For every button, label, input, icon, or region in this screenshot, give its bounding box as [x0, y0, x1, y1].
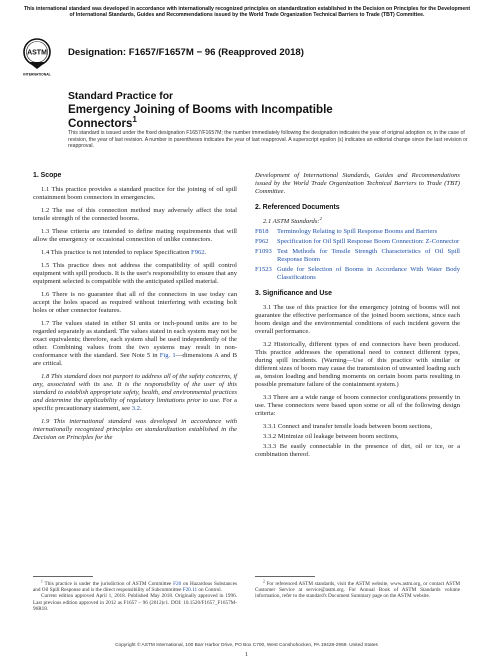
- paragraph-1-1: 1.1 This practice provides a standard practice for the joining of oil spill containment boom connectors in emergencies.: [33, 186, 237, 201]
- standard-code[interactable]: F962: [255, 238, 269, 245]
- link-f20[interactable]: F20: [173, 581, 182, 587]
- paragraph-3-2: 3.2 Historically, different types of end connectors have been produced. This practice addresses the operational need to connect different types, during spill incidents. (Warning—Use of this practice with similar or different sizes of boom may cause the transmission of unwanted loading such as, tension loading and bending moments on certain boom parts resulting in possible premature failure of the containment system.): [255, 341, 460, 388]
- copyright-footer: Copyright © ASTM International, 100 Barr Harbor Drive, PO Box C700, West Conshohocken, PA 19428-2959. United States: [115, 643, 378, 648]
- paragraph-1-2: 1.2 The use of this connection method may adversely affect the total tensile strength of the connected booms.: [33, 207, 237, 222]
- standard-title[interactable]: Specification for Oil Spill Response Boom Connection: Z-Connector: [277, 238, 460, 245]
- issuance-note: This standard is issued under the fixed designation F1657/F1657M; the number immediately following the designation indicates the year of original adoption or, in the case of revision, the year of last revision. A number in parentheses indicates the year of last reapproval. A superscript epsilon (ε) indicates an editorial change since the last revision or reapproval.: [68, 130, 468, 150]
- referenced-standard-item[interactable]: [255, 238, 460, 246]
- referenced-standard-item[interactable]: [255, 266, 460, 282]
- title-line-2: Emergency Joining of Booms with Incompatible: [68, 103, 333, 116]
- section-heading-referenced-documents: 2. Referenced Documents: [255, 204, 340, 211]
- title-line-3: Connectors$^1$: [68, 114, 137, 130]
- paragraph-1-9: 1.9 This international standard was developed in accordance with internationally recognized principles on standardization established in the Decision on Principles for the: [33, 418, 237, 441]
- paragraph-1-9-continued: Development of International Standards, Guides and Recommendations issued by the World Trade Organization Technical Barriers to Trade (TBT) Committee.: [255, 172, 460, 195]
- paragraph-3-3-3: 3.3.3 Be easily connectable in the presence of dirt, oil or ice, or a combination thereof.: [255, 443, 460, 458]
- astm-standards-subheading: 2.1 ASTM Standards:$^2$: [263, 215, 322, 225]
- standard-title[interactable]: Terminology Relating to Spill Response Booms and Barriers: [277, 228, 438, 235]
- footnote-2-block: [255, 576, 460, 600]
- left-column: [33, 172, 237, 447]
- section-heading-significance: 3. Significance and Use: [255, 290, 332, 297]
- paragraph-1-7: 1.7 The values stated in either SI units or inch-pound units are to be regarded separately as standard. The values stated in each system may not be exact equivalents; therefore, each system shall be used independently of the other. Combining values from the two systems may result in non-conformance with the standard. See Note 5 in Fig. 1—dimensions A and B are critical.: [33, 320, 237, 367]
- footnote-2-text: $^2$ For referenced ASTM standards, visit the ASTM website, www.astm.org, or contact ASTM Customer Service at service@astm.org. For Annual Book of ASTM Standards volume information, refer to the standard's Document Summary page on the ASTM website.: [255, 579, 461, 600]
- paragraph-1-4: 1.4 This practice is not intended to replace Specification F962.: [41, 249, 207, 256]
- link-f962[interactable]: F962: [191, 249, 205, 256]
- paragraph-1-3: 1.3 These criteria are intended to define mating requirements that will allow the emergency or occasional connection of unlike connectors.: [33, 228, 237, 243]
- standard-code[interactable]: F1523: [255, 266, 272, 273]
- standard-title[interactable]: Guide for Selection of Booms in Accordance With Water Body Classifications: [277, 266, 460, 281]
- paragraph-1-5: 1.5 This practice does not address the compatibility of spill control equipment with spill products. It is the user's responsibility to ensure that any equipment selected is compatible with the anticipated spilled material.: [33, 262, 237, 285]
- footnote-2-mark[interactable]: 2: [319, 215, 322, 221]
- standard-title[interactable]: Test Methods for Tensile Strength Characteristics of Oil Spill Response Boom: [277, 248, 460, 263]
- standard-code[interactable]: F1093: [255, 248, 272, 255]
- referenced-standard-item[interactable]: [255, 228, 460, 236]
- footnote-1-line-2: Current edition approved April 1, 2018. Published May 2018. Originally approved in 1996. Last previous edition approved in 2012 as F1657 – 96 (2012)ε1. DOI: 10.1520/F1657_F1657M-96R18.: [33, 593, 237, 612]
- paragraph-3-3: 3.3 There are a wide range of boom connector configurations presently in use. These connectors were based upon some or all of the following design criteria:: [255, 394, 460, 417]
- svg-text:ASTM: ASTM: [27, 49, 47, 57]
- page-number: 1: [244, 651, 249, 658]
- footnote-divider: [33, 576, 93, 577]
- title-line-1: Standard Practice for: [68, 91, 174, 102]
- designation: Designation: F1657/F1657M − 96 (Reapproved 2018): [68, 47, 304, 58]
- section-heading-scope: 1. Scope: [33, 172, 62, 179]
- development-notice: This international standard was developed in accordance with internationally recognized principles on standardization established in the Decision on Principles for the Development of International Standards, Guides and Recommendations issued by the World Trade Organization Technical Barriers to Trade (TBT) Committee.: [23, 6, 471, 19]
- right-column: [255, 172, 460, 461]
- standard-code[interactable]: F818: [255, 228, 269, 235]
- paragraph-3-3-1: 3.3.1 Connect and transfer tensile loads between boom sections,: [263, 423, 433, 430]
- paragraph-3-3-2: 3.3.2 Minimize oil leakage between boom sections,: [263, 433, 399, 440]
- footnote-1-block: [33, 576, 237, 612]
- paragraph-1-6: 1.6 There is no guarantee that all of the connectors in use today can accept the holes spaced as required without interfering with existing bolt holes or other connector features.: [33, 291, 237, 314]
- svg-text:INTERNATIONAL: INTERNATIONAL: [23, 72, 51, 77]
- document-title: [68, 90, 448, 130]
- title-footnote-mark[interactable]: 1: [132, 114, 137, 124]
- link-fig-1[interactable]: Fig. 1: [159, 352, 176, 359]
- referenced-standards-list: [255, 228, 460, 282]
- footnote-1-line-1: $^1$ This practice is under the jurisdiction of ASTM Committee F20 on Hazardous Substances and Oil Spill Response and is the direct responsibility of Subcommittee F20.11 on Control.: [33, 579, 238, 594]
- link-section-3-2[interactable]: 3.2: [131, 405, 140, 412]
- link-f20-11[interactable]: F20.11: [182, 587, 198, 594]
- paragraph-3-1: 3.1 The use of this practice for the emergency joining of booms will not guarantee the effective performance of the joined boom sections, since each boom design and the environmental conditions of each incident govern the overall performance.: [255, 304, 460, 335]
- paragraph-1-8: 1.8 This standard does not purport to address all of the safety concerns, if any, associated with its use. It is the responsibility of the user of this standard to establish appropriate safety, health, and environmental practices and determine the applicability of regulatory limitations prior to use. For a specific precautionary statement, see 3.2.: [33, 373, 237, 412]
- footnote-divider: [255, 576, 315, 577]
- referenced-standard-item[interactable]: [255, 248, 460, 264]
- astm-logo: [22, 36, 52, 78]
